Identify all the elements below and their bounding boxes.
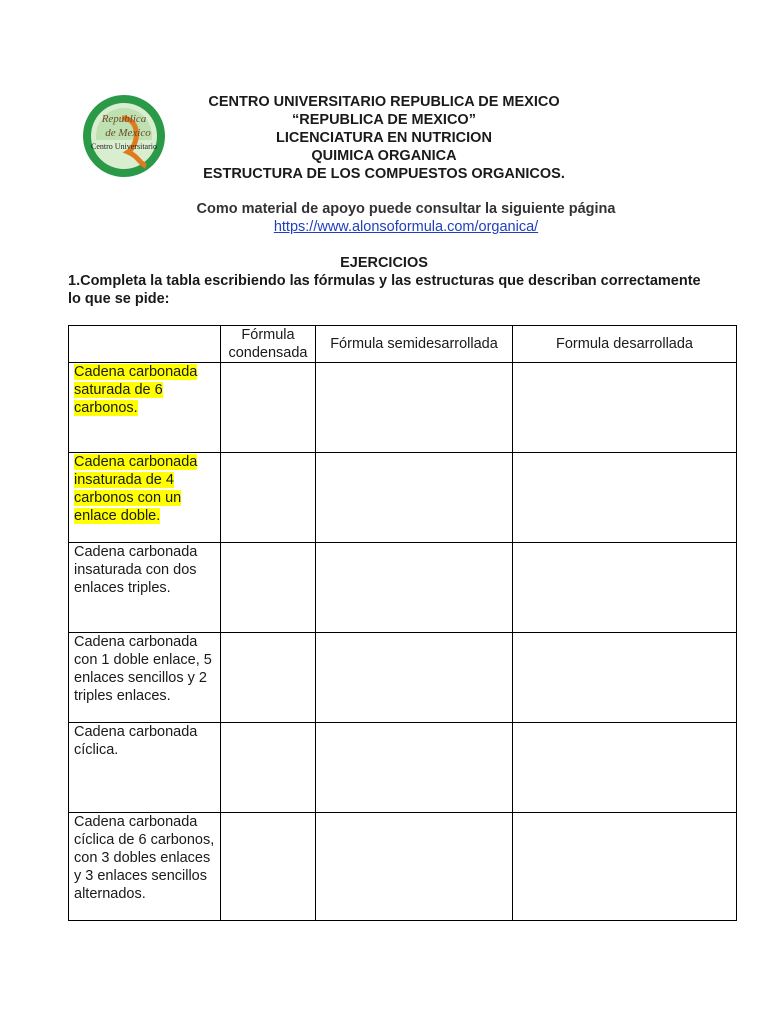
- svg-text:Republica: Republica: [101, 113, 147, 125]
- row-label-cell: [69, 363, 221, 453]
- row-label: Cadena carbonada cíclica.: [74, 724, 198, 758]
- row-label: Cadena carbonada cíclica de 6 carbonos, con 3 dobles enlaces y 3 enlaces sencillos alternados.: [74, 814, 215, 902]
- answer-cell-semideveloped[interactable]: [316, 453, 513, 543]
- row-label-cell: [69, 633, 221, 723]
- header-program: LICENCIATURA EN NUTRICION: [276, 130, 492, 146]
- exercises-title: EJERCICIOS: [340, 255, 428, 271]
- answer-cell-semideveloped[interactable]: [316, 633, 513, 723]
- answer-cell-semideveloped[interactable]: [316, 543, 513, 633]
- exercise-table: [68, 325, 737, 921]
- table-header-row: [69, 326, 737, 363]
- support-label: Como material de apoyo puede consultar la siguiente página: [196, 201, 616, 217]
- svg-text:Centro Universitario: Centro Universitario: [91, 142, 157, 151]
- answer-cell-semideveloped[interactable]: [316, 813, 513, 921]
- answer-cell-condensed[interactable]: [221, 633, 316, 723]
- row-label-cell: [69, 453, 221, 543]
- row-label: Cadena carbonada con 1 doble enlace, 5 enlaces sencillos y 2 triples enlaces.: [74, 634, 212, 704]
- row-label-cell: [69, 723, 221, 813]
- header-cell-empty: [69, 326, 221, 363]
- row-label: Cadena carbonada insaturada con dos enlaces triples.: [74, 544, 198, 596]
- table-row: [69, 633, 737, 723]
- answer-cell-developed[interactable]: [513, 633, 737, 723]
- answer-cell-semideveloped[interactable]: [316, 723, 513, 813]
- table-row: [69, 453, 737, 543]
- header-subject: QUIMICA ORGANICA: [311, 148, 457, 164]
- header-subtitle: “REPUBLICA DE MEXICO”: [292, 112, 476, 128]
- row-label: Cadena carbonada insaturada de 4 carbonos con un enlace doble.: [74, 454, 198, 524]
- answer-cell-condensed[interactable]: [221, 723, 316, 813]
- table-row: [69, 543, 737, 633]
- table-row: [69, 723, 737, 813]
- row-label: Cadena carbonada saturada de 6 carbonos.: [74, 364, 198, 416]
- answer-cell-condensed[interactable]: [221, 453, 316, 543]
- support-material: [0, 200, 768, 236]
- svg-text:de Mexico: de Mexico: [105, 127, 151, 139]
- answer-cell-condensed[interactable]: [221, 543, 316, 633]
- answer-cell-developed[interactable]: [513, 453, 737, 543]
- row-label-cell: [69, 543, 221, 633]
- table-row: [69, 363, 737, 453]
- support-link[interactable]: https://www.alonsoformula.com/organica/: [273, 219, 539, 235]
- header-cell-condensed: Fórmula condensada: [221, 326, 316, 363]
- header-cell-developed: Formula desarrollada: [513, 326, 737, 363]
- header-institution: CENTRO UNIVERSITARIO REPUBLICA DE MEXICO: [208, 94, 560, 110]
- table-row: [69, 813, 737, 921]
- answer-cell-semideveloped[interactable]: [316, 363, 513, 453]
- row-label-cell: [69, 813, 221, 921]
- header-cell-semideveloped: Fórmula semidesarrollada: [316, 326, 513, 363]
- answer-cell-developed[interactable]: [513, 813, 737, 921]
- answer-cell-condensed[interactable]: [221, 363, 316, 453]
- answer-cell-developed[interactable]: [513, 723, 737, 813]
- answer-cell-developed[interactable]: [513, 363, 737, 453]
- header-topic: ESTRUCTURA DE LOS COMPUESTOS ORGANICOS.: [203, 166, 565, 182]
- answer-cell-condensed[interactable]: [221, 813, 316, 921]
- exercise-instruction: 1.Completa la tabla escribiendo las fórmulas y las estructuras que describan correctamente lo que se pide:: [68, 273, 701, 307]
- answer-cell-developed[interactable]: [513, 543, 737, 633]
- document-header: [0, 93, 768, 183]
